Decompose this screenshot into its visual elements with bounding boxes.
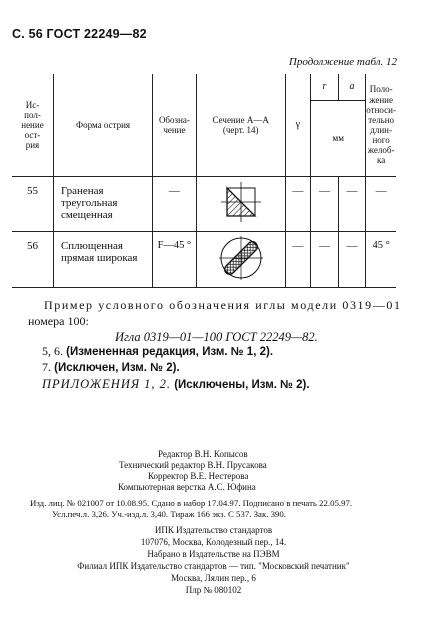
publisher-line3: Набрано в Издательстве на ПЭВМ <box>147 549 280 559</box>
header-r: r <box>311 74 339 100</box>
row-56-designation: F—45 ° <box>153 231 197 287</box>
publisher-line4: Филиал ИПК Издательство стандартов — тип. "Московский печатник" <box>77 561 350 571</box>
header-sechenie: Сечение А—А (черт. 14) <box>196 74 285 176</box>
row-55-designation: — <box>153 176 197 231</box>
note-appendix: ПРИЛОЖЕНИЯ 1, 2. (Исключены, Изм. № 2). <box>42 377 310 391</box>
example-line1: Пример условного обозначения иглы модели 0319—01 <box>44 298 402 312</box>
publisher-line2: 107076, Москва, Колодезный пер., 14. <box>140 537 287 547</box>
header-oboznachenie: Обозна- чение <box>153 74 197 176</box>
row-55-shape: Граненая треугольная смещенная <box>53 176 152 231</box>
imprint-proofreader: Корректор В.Е. Нестерова <box>148 471 249 481</box>
page-header: С. 56 ГОСТ 22249—82 <box>12 27 147 41</box>
header-mm: мм <box>311 100 366 176</box>
publisher-line5: Москва, Лялин пер., 6 <box>171 573 256 583</box>
row-55-section <box>196 176 285 231</box>
note-5-6: 5, 6. (Измененная редакция, Изм. № 1, 2). <box>42 344 274 358</box>
imprint-editor: Редактор В.Н. Копысов <box>158 449 248 459</box>
note-7: 7. (Исключен, Изм. № 2). <box>42 360 180 374</box>
row-56-shape: Сплющенная прямая широкая <box>53 231 152 287</box>
row-56-r: — <box>311 231 339 287</box>
row-56-gamma: — <box>285 231 311 287</box>
imprint-layout: Компьютерная верстка А.С. Юфина <box>118 482 256 492</box>
row-56-a: — <box>338 231 366 287</box>
publisher-line1: ИПК Издательство стандартов <box>154 525 273 535</box>
header-forma: Форма острия <box>53 74 152 176</box>
row-55-num: 55 <box>12 176 53 231</box>
row-55-gamma: — <box>285 176 311 231</box>
row-56-num: 56 <box>12 231 53 287</box>
flattened-section-drawing <box>217 235 265 281</box>
header-polozhenie: Поло- жение относи- тельно длин- ного желоб- ка <box>366 74 396 176</box>
example-designation: Игла 0319—01—100 ГОСТ 22249—82. <box>115 330 318 344</box>
header-a: a <box>338 74 366 100</box>
imprint-license: Изд. лиц. № 021007 от 10.08.95. Сдано в набор 17.04.97. Подписано в печать 22.05.97. <box>30 498 353 508</box>
row-56-position: 45 ° <box>366 231 396 287</box>
row-56-section <box>196 231 285 287</box>
table-continuation-label: Продолжение табл. 12 <box>288 56 397 68</box>
row-55-position: — <box>366 176 396 231</box>
needle-shapes-table <box>12 74 396 288</box>
imprint-tech-editor: Технический редактор В.Н. Прусакова <box>119 460 267 470</box>
header-ispolnenie: Ис- пол- нение ост- рия <box>12 74 53 176</box>
publisher-line6: Плр № 080102 <box>185 585 242 595</box>
row-55-a: — <box>338 176 366 231</box>
imprint-print-info: Усл.печ.л. 3,26. Уч.-изд.л. 3,40. Тираж 166 экз. С 537. Зак. 390. <box>52 509 287 519</box>
triangular-section-drawing <box>221 182 261 222</box>
header-gamma: γ <box>285 74 311 176</box>
example-line2: номера 100: <box>28 314 89 328</box>
row-55-r: — <box>311 176 339 231</box>
